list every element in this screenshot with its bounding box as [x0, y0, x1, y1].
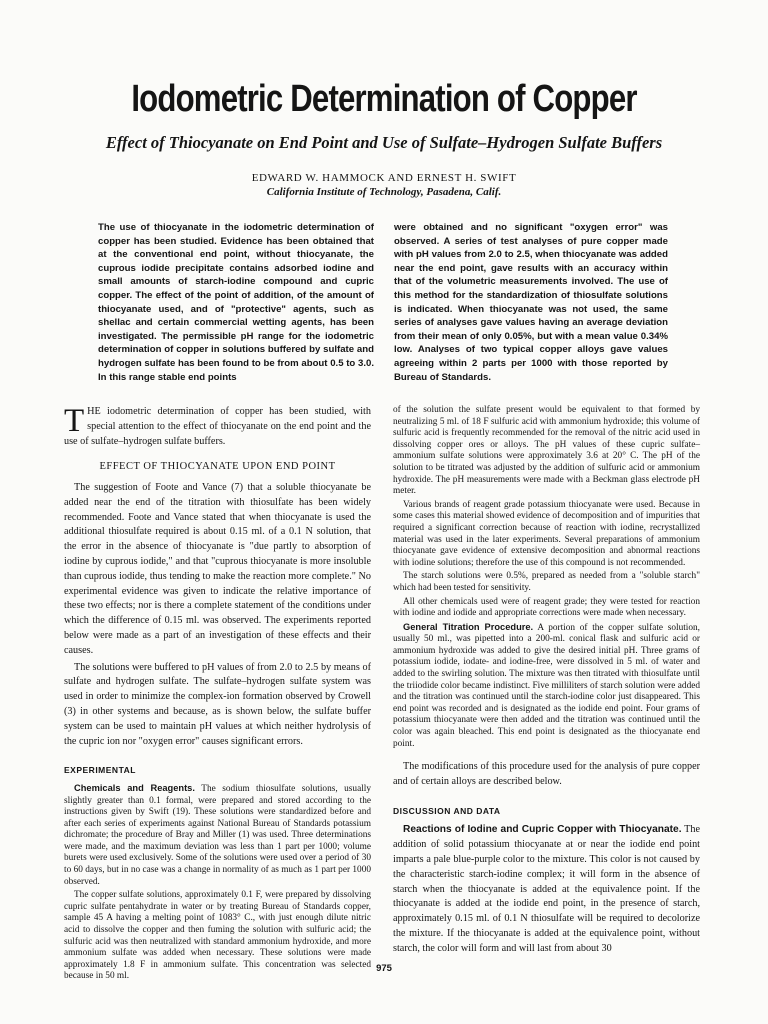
section-heading-discussion: DISCUSSION AND DATA	[393, 805, 501, 816]
section-heading-experimental: EXPERIMENTAL	[64, 765, 136, 776]
body-paragraph	[64, 783, 371, 888]
abstract-right: were obtained and no significant "oxygen error" was observed. A series of test analyses of pure copper made with pH values from 2.0 to 2.5, when thiocyanate was added near the end point, gave results with an accuracy within that of the volumetric measurements involved. The use of this method for the standardization of thiosulfate solutions is indicated. When thiocyanate was not used, the same series of analyses gave values having an average deviation from their mean of only 0.05%, but with a mean value 0.34% low. Analyses of two typical copper alloys gave values agreeing within 2 parts per 1000 with those reported by Bureau of Standards.	[394, 222, 668, 383]
paragraph-text: A portion of the copper sulfate solution, usually 50 ml., was pipetted into a 200-ml. conical flask and sulfuric acid or ammonium hydroxide was added to give the desired initial pH. Three grams of potassium iodide, iodate- and iodine-free, were dissolved in 5 ml. of water and added to the swirling solution. The mixture was then titrated with thiosulfate until the triiodide color became indistinct. Five milliliters of starch solution were added and the titration was continued until the starch-iodine color just disappeared. This end point was recorded and is designated as the iodide end point. Four grams of potassium thiocyanate were then added and the titration was continued until the color was again bleached. This end point is designated as the thiocyanate end point.	[393, 622, 701, 749]
page-number: 975	[376, 963, 392, 974]
body-paragraph: All other chemicals used were of reagent grade; they were tested for reaction with iodine and iodide and appropriate corrections were made when necessary.	[393, 596, 700, 619]
body-column-right	[393, 405, 700, 957]
body-paragraph: of the solution the sulfate present would be equivalent to that formed by neutralizing 5 ml. of 18 F sulfuric acid with ammonium hydroxide; this volume of sulfuric acid is frequently recommended for the removal of the nitric acid used in dissolving copper ores or alloys. The pH values of these cupric sulfate–ammonium sulfate solutions were approximately 3.6 at 20° C. The pH of the solution to be titrated was adjusted by the addition of sulfuric acid or ammonium hydroxide. The pH measurements were made with a Beckman glass electrode pH meter.	[393, 405, 700, 497]
body-column-left	[64, 403, 372, 982]
runin-heading: General Titration Procedure.	[403, 621, 534, 632]
body-paragraph: The modifications of this procedure used for the analysis of pure copper and of certain alloys are described below.	[393, 761, 700, 788]
body-paragraph	[393, 823, 700, 956]
body-paragraph: The solutions were buffered to pH values of from 2.0 to 2.5 by means of sulfate and hydrogen sulfate. The sulfate–hydrogen sulfate system was used in order to minimize the complex-ion formation observed by Crowell (3) in other systems and because, as is shown below, the sulfate buffer system can be used to maintain pH values at which neither hydrolysis of the cupric ion nor "oxygen error" causes significant errors.	[64, 661, 371, 747]
runin-heading: Chemicals and Reagents.	[74, 782, 195, 793]
article-title: Iodometric Determination of Copper	[131, 78, 637, 120]
body-paragraph: Various brands of reagent grade potassium thiocyanate were used. Because in some cases this material showed evidence of decomposition and of impurities that required a significant correction because of reaction with iodine, recrystallized material was used in the later experiments. Several preparations of ammonium thiocyanate gave evidence of extensive decomposition and abnormal reactions with iodine solutions; therefore the use of this compound is not recommended.	[393, 499, 700, 568]
intro-paragraph	[64, 405, 371, 449]
intro-text: HE iodometric determination of copper has been studied, with special attention to the effect of thiocyanate on the end point and the use of sulfate–hydrogen sulfate buffers.	[64, 406, 371, 447]
body-paragraph	[393, 622, 700, 751]
author-line: EDWARD W. HAMMOCK AND ERNEST H. SWIFT	[251, 172, 517, 184]
section-heading-thiocyanate: EFFECT OF THIOCYANATE UPON END POINT	[99, 461, 336, 473]
affiliation: California Institute of Technology, Pasadena, Calif.	[266, 186, 502, 198]
body-paragraph: The starch solutions were 0.5%, prepared as needed from a "soluble starch" which had been tested for sensitivity.	[393, 571, 700, 593]
paragraph-text: The addition of solid potassium thiocyanate at or near the iodide end point imparts a pale blue-purple color to the mixture. This color is not caused by the characteristic starch-iodine complex; it will form in the absence of starch when the thiocyanate is added at the equivalence point. If the thiocyanate is added at the iodide end point, in the presence of starch, approximately 0.15 ml. of 0.1 N thiosulfate will be required to decolorize the mixture. If the thiocyanate is added at the equivalence point, without starch, the color will form and will last from about 30	[393, 824, 700, 954]
body-paragraph: The copper sulfate solutions, approximately 0.1 F, were prepared by dissolving cupric sulfate pentahydrate in water or by treating Bureau of Standards copper, sample 45 A having a melting point of 1083° C., with just enough dilute nitric acid to dissolve the copper and then fuming the solution with sulfuric acid; the sulfuric acid was then neutralized with standard ammonium hydroxide, and more ammonium sulfate was added when necessary. These solutions were made approximately 1.8 F in ammonium sulfate. This concentration was selected because in 50 ml.	[64, 890, 371, 982]
runin-heading: Reactions of Iodine and Cupric Copper with Thiocyanate.	[403, 824, 682, 836]
paragraph-text: The sodium thiosulfate solutions, usually slightly greater than 0.1 formal, were prepared and stored according to the instructions given by Swift (19). These solutions were standardized before and after each series of experiments against National Bureau of Standards potassium dichromate; the procedure of Bray and Miller (1) was used. Three determinations were made, and the maximum deviation was less than 1 part per 1000; volume burets were used exclusively. Some of the solutions were used over a period of 30 to 60 days, but in no case was a change in normality of as much as 1 part per 1000 observed.	[64, 783, 372, 887]
article-subtitle: Effect of Thiocyanate on End Point and Use of Sulfate–Hydrogen Sulfate Buffers	[105, 133, 663, 152]
body-paragraph: The suggestion of Foote and Vance (7) that a soluble thiocyanate be added near the end of the titration with thiosulfate has been widely recommended. Foote and Vance stated that when thiocyanate is used the additional thiosulfate required is about 0.15 ml. of a 0.1 N solution, that the error in the absence of thiocyanate is "due partly to absorption of iodine by cuprous iodide," and that "cuprous thiocyanate is more insoluble than cuprous iodide, thus tending to make the reaction more complete." No experimental evidence was given to indicate the relative importance of these two effects; nor is there a complete statement of the conditions under which the difference of 0.15 ml. was observed. The experiments reported below were made as a part of an investigation of these effects and their causes.	[64, 481, 371, 656]
abstract-left: The use of thiocyanate in the iodometric determination of copper has been studied. Evidence has been obtained that at the conventional end point, without thiocyanate, the cuprous iodide precipitate contains adsorbed iodine and small amounts of starch-iodine compound and cupric copper. The effect of the point of addition, of the amount of thiocyanate used, and of "protective" agents, such as shellac and certain commercial wetting agents, has been investigated. The permissible pH range for the iodometric determination of copper in solutions buffered by sulfate and hydrogen sulfate has been found to be from about 0.5 to 3.0. In this range stable end points	[98, 222, 374, 383]
drop-cap: T	[64, 403, 85, 439]
